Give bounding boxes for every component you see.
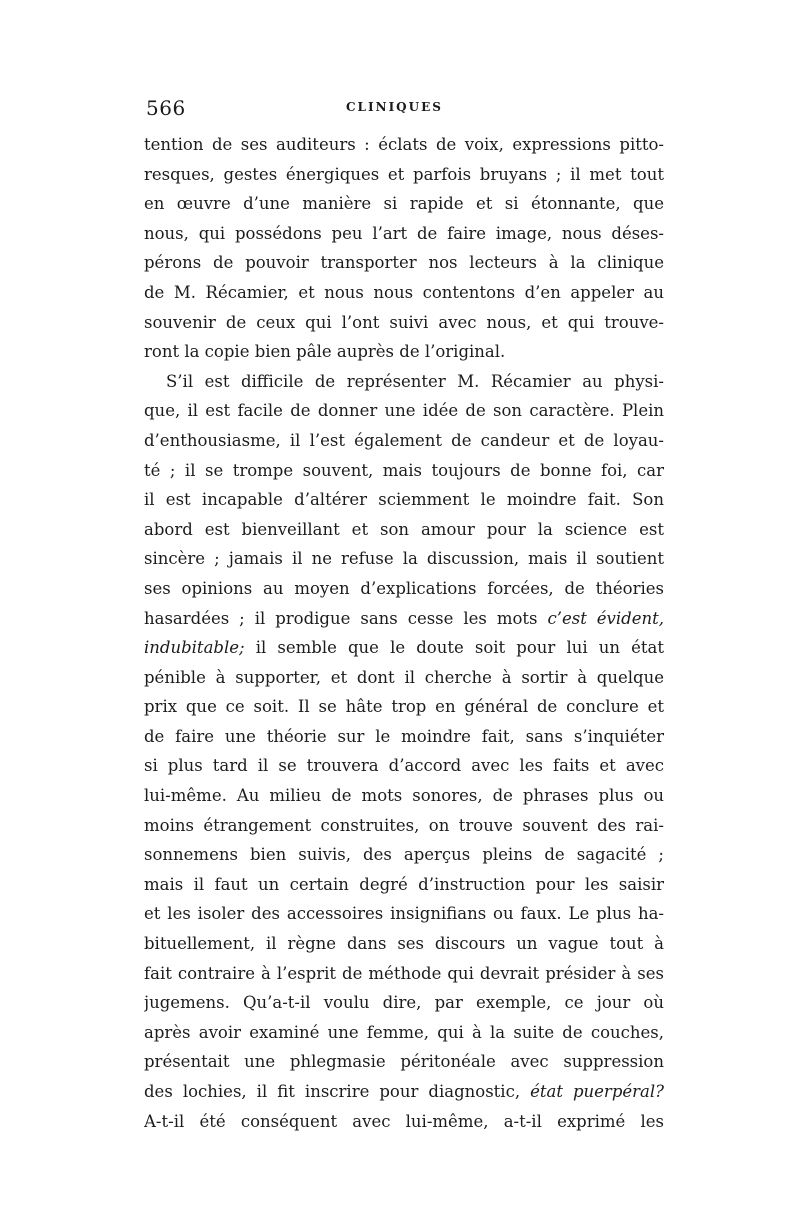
text-line: bituellement, il règne dans ses discours un vague tout à [144,934,664,954]
running-head: CLINIQUES [346,100,443,114]
body-text [144,130,664,1136]
italic-text: état puerpéral? [530,1082,664,1101]
text-line: fait contraire à l’esprit de méthode qui devrait présider à ses [144,963,664,983]
text-segment: il semble que le doute soit pour lui un état [244,638,664,658]
text-line: si plus tard il se trouvera d’accord avec les faits et avec [144,756,664,776]
text-line: pérons de pouvoir transporter nos lecteurs à la clinique [144,253,664,273]
text-line [144,1077,664,1107]
text-line: en œuvre d’une manière si rapide et si étonnante, que [144,194,664,214]
text-line: té ; il se trompe souvent, mais toujours de bonne foi, car [144,460,664,480]
text-line: mais il faut un certain degré d’instruction pour les saisir [144,874,664,894]
text-line: il est incapable d’altérer sciemment le moindre fait. Son [144,490,664,510]
text-line: jugemens. Qu’a-t-il voulu dire, par exemple, ce jour où [144,993,664,1013]
text-line: abord est bienveillant et son amour pour la science est [144,519,664,539]
text-line [144,604,664,634]
text-line: A-t-il été conséquent avec lui-même, a-t-il exprimé les [144,1111,664,1131]
text-line: d’enthousiasme, il l’est également de candeur et de loyau- [144,430,664,450]
text-segment: des lochies, il fit inscrire pour diagnostic, [144,1082,531,1101]
page-number: 566 [146,96,186,120]
page-header [146,96,660,120]
italic-text: indubitable; [144,638,245,658]
text-line: ses opinions au moyen d’explications forcées, de théories [144,578,664,598]
text-line: resques, gestes énergiques et parfois bruyans ; il met tout [144,164,664,184]
text-line: prix que ce soit. Il se hâte trop en général de conclure et [144,697,664,717]
text-line: sonnemens bien suivis, des aperçus pleins de sagacité ; [144,845,664,865]
text-line: présentait une phlegmasie péritonéale avec suppression [144,1052,664,1072]
text-line: sincère ; jamais il ne refuse la discussion, mais il soutient [144,549,664,569]
text-line: souvenir de ceux qui l’ont suivi avec nous, et qui trouve- [144,312,664,332]
text-line: de M. Récamier, et nous nous contentons d’en appeler au [144,282,664,302]
text-line: pénible à supporter, et dont il cherche à sortir à quelque [144,667,664,687]
text-line: après avoir examiné une femme, qui à la suite de couches, [144,1022,664,1042]
text-segment: hasardées ; il prodigue sans cesse les mots [144,608,548,628]
text-line: de faire une théorie sur le moindre fait, sans s’inquiéter [144,726,664,746]
text-line: et les isoler des accessoires insignifians ou faux. Le plus ha- [144,904,664,924]
text-line: tention de ses auditeurs : éclats de voix, expressions pitto- [144,135,664,154]
text-line: nous, qui possédons peu l’art de faire image, nous déses- [144,223,664,243]
italic-text: c’est évident, [547,608,664,628]
text-line [144,633,664,663]
text-line: S’il est difficile de représenter M. Récamier au physi- [166,371,664,391]
text-line: moins étrangement construites, on trouve souvent des rai- [144,815,664,835]
text-line: que, il est facile de donner une idée de son caractère. Plein [144,401,664,421]
text-line: lui-même. Au milieu de mots sonores, de phrases plus ou [144,786,664,806]
text-line: ront la copie bien pâle auprès de l’original. [144,342,506,362]
